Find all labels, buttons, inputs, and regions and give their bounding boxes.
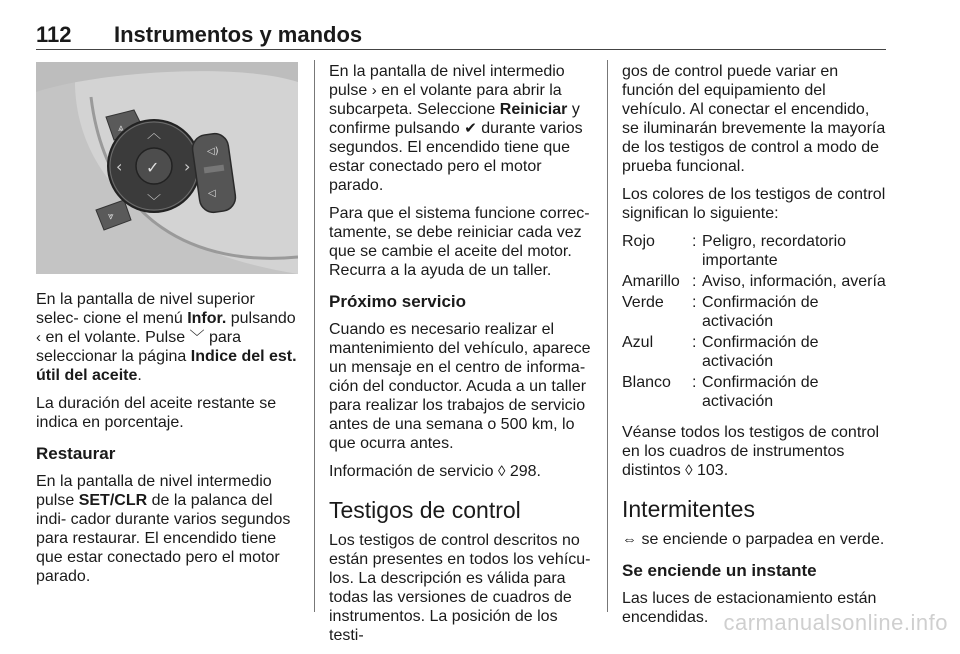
- paragraph: [329, 62, 591, 195]
- heading-restaurar: Restaurar: [36, 444, 116, 463]
- text-run: En la pantalla de nivel superior selec‐ cione el menú: [36, 291, 255, 327]
- paragraph: Los colores de los testigos de control significan lo siguiente:: [622, 186, 886, 222]
- paragraph: [329, 462, 591, 481]
- legend-value: Confirmación de activación: [702, 294, 819, 330]
- heading-proximo-servicio: Próximo servicio: [329, 292, 467, 311]
- svg-text:‹: ‹: [116, 157, 123, 176]
- color-legend: [622, 232, 888, 411]
- paragraph: [36, 290, 298, 385]
- svg-text:›: ›: [184, 157, 191, 176]
- text-run: pulsando: [226, 310, 296, 327]
- text-run: para seleccionar la página: [36, 329, 242, 365]
- turn-signal-arrows-icon: ⇔: [622, 531, 637, 548]
- legend-key: Verde: [622, 294, 664, 311]
- legend-colon: :: [692, 334, 697, 351]
- svg-text:◁: ◁: [208, 188, 216, 199]
- legend-key: Blanco: [622, 374, 671, 391]
- legend-key: Rojo: [622, 233, 655, 250]
- text-run: .: [137, 367, 142, 384]
- heading-intermitentes: Intermitentes: [622, 496, 755, 522]
- legend-value: Aviso, información, avería: [702, 273, 886, 290]
- svg-text:✓: ✓: [146, 158, 160, 177]
- legend-colon: :: [692, 273, 697, 290]
- svg-text:⩓: ⩓: [118, 123, 124, 134]
- paragraph: gos de control puede variar en función del equipamiento del vehículo. Al conectar el encendido, se iluminarán brevemente la mayoría de los testigos de control a modo de prueba funcional.: [622, 63, 886, 175]
- legend-row: [622, 293, 888, 331]
- legend-colon: :: [692, 374, 697, 391]
- legend-key: Amarillo: [622, 273, 680, 290]
- watermark: carmanualsonline.info: [723, 610, 948, 635]
- legend-value: Confirmación de activación: [702, 334, 819, 370]
- page-reference-icon: ◊: [497, 463, 506, 480]
- paragraph: [622, 423, 888, 480]
- text-run: en el volante. Pulse: [41, 329, 190, 346]
- column-2: [329, 62, 591, 654]
- text-run: de la palanca del indi‐ cador durante varios segundos para restaurar. El encendido tiene que estar conectado pero el motor parado.: [36, 492, 291, 585]
- column-divider: [607, 60, 608, 612]
- legend-row: [622, 373, 888, 411]
- chevron-right-icon: ›: [371, 82, 377, 99]
- header-rule: [36, 49, 886, 50]
- text-run: y confirme pulsando: [329, 101, 580, 137]
- page-reference-icon: ◊: [685, 462, 693, 479]
- paragraph: Para que el sistema funcione correc‐ tamente, se debe reiniciar cada vez que se cambie el aceite del motor. Recurra a la ayuda de un taller.: [329, 205, 590, 279]
- legend-colon: :: [692, 294, 697, 311]
- svg-text:⩔: ⩔: [108, 211, 114, 222]
- legend-row: [622, 272, 888, 291]
- menu-name-infor: Infor.: [187, 310, 227, 327]
- column-3: [622, 62, 888, 636]
- text-run: durante varios segundos. El encendido tiene que estar conectado pero el motor parado.: [329, 120, 583, 194]
- steering-wheel-controls-illustration: [36, 62, 298, 274]
- paragraph: Cuando es necesario realizar el mantenimiento del vehículo, aparece un mensaje en el centro de informa‐ ción del conductor. Acuda a un taller para realizar los trabajos de servicio antes de una semana o 500 km, lo que ocurra antes.: [329, 321, 591, 452]
- column-1: [36, 62, 298, 595]
- text-run: se enciende o parpadea en verde.: [637, 531, 885, 548]
- column-divider: [314, 60, 315, 612]
- legend-row: [622, 333, 888, 371]
- page-number: 112: [36, 22, 72, 47]
- paragraph: La duración del aceite restante se indica en porcentaje.: [36, 395, 277, 431]
- paragraph: [36, 472, 298, 586]
- option-name-reiniciar: Reiniciar: [499, 101, 568, 118]
- page-header: [36, 20, 886, 50]
- text-run: En la pantalla de nivel intermedio pulse: [329, 63, 565, 99]
- paragraph: Las luces de estacionamiento están encendidas.: [622, 590, 877, 626]
- svg-text:◁): ◁): [207, 146, 219, 157]
- chevron-down-icon: ﹀: [189, 329, 205, 346]
- paragraph: Los testigos de control descritos no están presentes en todos los vehícu‐ los. La descripción es válida para todas las versiones de cuadros de instrumentos. La posición de los testi‐: [329, 532, 591, 644]
- legend-value: Peligro, recordatorio importante: [702, 233, 847, 269]
- legend-value: Confirmación de activación: [702, 374, 819, 410]
- text-run: En la pantalla de nivel intermedio pulse: [36, 473, 272, 509]
- legend-key: Azul: [622, 334, 654, 351]
- legend-colon: :: [692, 233, 697, 250]
- page-reference-number: 103.: [692, 462, 729, 479]
- paragraph: [622, 530, 888, 549]
- heading-se-enciende-un-instante: Se enciende un instante: [622, 561, 817, 580]
- text-run: Información de servicio: [329, 463, 498, 480]
- text-run: Véanse todos los testigos de control en los cuadros de instrumentos distintos: [622, 424, 880, 479]
- section-title: Instrumentos y mandos: [114, 22, 363, 47]
- heading-testigos-de-control: Testigos de control: [329, 497, 521, 523]
- svg-text:︿: ︿: [147, 126, 161, 142]
- chevron-left-icon: ‹: [36, 329, 41, 346]
- checkmark-icon: ✔: [464, 120, 477, 137]
- text-run: en el volante para abrir la subcarpeta. Seleccione: [329, 82, 562, 118]
- steering-wheel-image: [36, 62, 298, 274]
- page-reference-number: 298.: [505, 463, 541, 480]
- page-name-oil-life: Indice del est. útil del aceite: [36, 348, 297, 384]
- svg-text:﹀: ﹀: [147, 194, 161, 210]
- legend-row: [622, 232, 888, 270]
- button-name-set-clr: SET/CLR: [78, 492, 148, 509]
